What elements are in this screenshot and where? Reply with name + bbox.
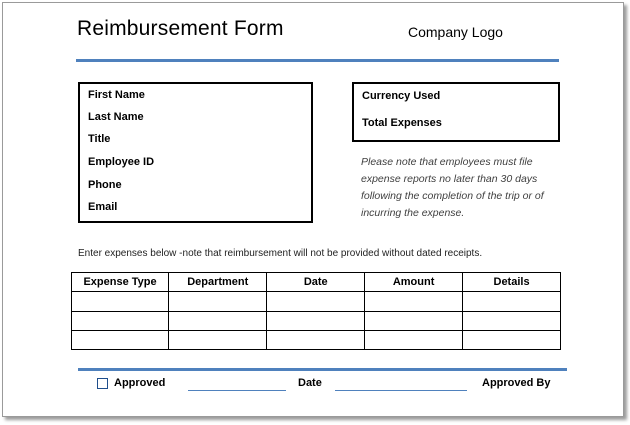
approved-by-label: Approved By: [482, 377, 551, 389]
table-cell[interactable]: [169, 311, 267, 330]
date-label: Date: [298, 377, 322, 389]
col-expense-type: Expense Type: [72, 273, 169, 292]
phone-label[interactable]: Phone: [88, 179, 122, 191]
footer-divider: [78, 368, 567, 371]
table-cell[interactable]: [72, 330, 169, 349]
col-amount: Amount: [365, 273, 463, 292]
table-cell[interactable]: [267, 330, 365, 349]
form-title: Reimbursement Form: [77, 17, 284, 40]
table-cell[interactable]: [463, 311, 561, 330]
last-name-label[interactable]: Last Name: [88, 111, 144, 123]
email-label[interactable]: Email: [88, 201, 118, 213]
table-cell[interactable]: [169, 330, 267, 349]
approval-signature-line[interactable]: [188, 390, 286, 391]
table-cell[interactable]: [267, 292, 365, 311]
title-label[interactable]: Title: [88, 133, 111, 145]
approved-label: Approved: [114, 377, 166, 389]
first-name-label[interactable]: First Name: [88, 89, 145, 101]
date-signature-line[interactable]: [335, 390, 467, 391]
table-row: [72, 311, 561, 330]
table-cell[interactable]: [365, 330, 463, 349]
table-cell[interactable]: [365, 311, 463, 330]
col-details: Details: [463, 273, 561, 292]
expense-table: [71, 272, 561, 350]
col-department: Department: [169, 273, 267, 292]
form-sheet: [2, 2, 624, 417]
table-cell[interactable]: [365, 292, 463, 311]
table-cell[interactable]: [267, 311, 365, 330]
company-logo-placeholder: Company Logo: [408, 24, 503, 40]
header-divider: [76, 59, 559, 62]
table-cell[interactable]: [169, 292, 267, 311]
approved-checkbox[interactable]: [97, 378, 108, 389]
table-row: [72, 292, 561, 311]
employee-id-label[interactable]: Employee ID: [88, 156, 155, 168]
currency-used-label[interactable]: Currency Used: [362, 90, 441, 102]
total-expenses-label[interactable]: Total Expenses: [362, 117, 442, 129]
policy-note: Please note that employees must file expense reports no later than 30 days following the completion of the trip or of incurring the expense.: [361, 156, 544, 219]
table-cell[interactable]: [463, 292, 561, 311]
col-date: Date: [267, 273, 365, 292]
table-header-row: [72, 273, 561, 292]
table-cell[interactable]: [72, 292, 169, 311]
table-cell[interactable]: [72, 311, 169, 330]
table-row: [72, 330, 561, 349]
table-cell[interactable]: [463, 330, 561, 349]
expense-instructions: Enter expenses below -note that reimbursement will not be provided without dated receipts.: [78, 248, 483, 259]
